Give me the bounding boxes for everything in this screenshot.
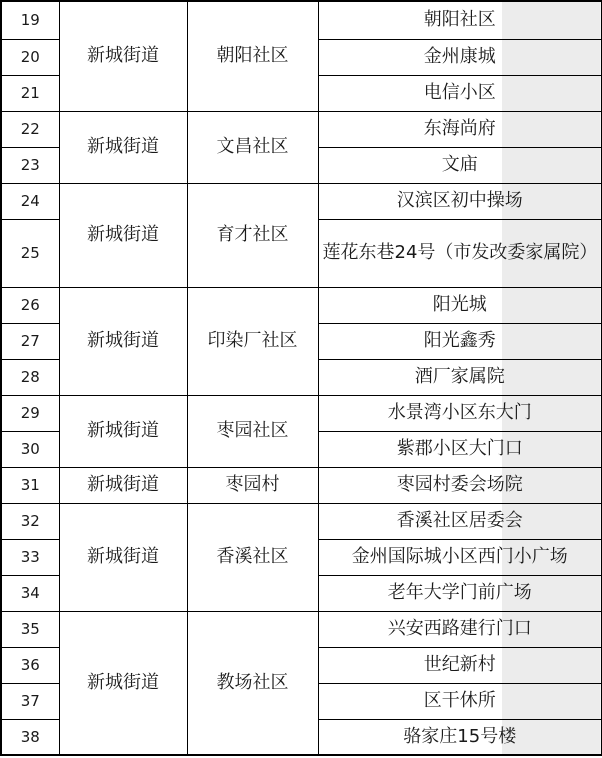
row-number: 28 xyxy=(1,359,59,395)
location-cell: 电信小区 xyxy=(318,75,602,111)
location-cell: 酒厂家属院 xyxy=(318,359,602,395)
row-number: 25 xyxy=(1,219,59,287)
street-cell: 新城街道 xyxy=(59,183,187,287)
street-cell: 新城街道 xyxy=(59,611,187,755)
location-cell: 莲花东巷24号（市发改委家属院） xyxy=(318,219,602,287)
row-number: 20 xyxy=(1,39,59,75)
row-number: 22 xyxy=(1,111,59,147)
row-number: 27 xyxy=(1,323,59,359)
row-number: 33 xyxy=(1,539,59,575)
location-cell: 文庙 xyxy=(318,147,602,183)
row-number: 31 xyxy=(1,467,59,503)
community-cell: 印染厂社区 xyxy=(187,287,318,395)
row-number: 38 xyxy=(1,719,59,755)
location-cell: 骆家庄15号楼 xyxy=(318,719,602,755)
row-number: 21 xyxy=(1,75,59,111)
location-cell: 香溪社区居委会 xyxy=(318,503,602,539)
table-row xyxy=(1,111,602,147)
location-cell: 区干休所 xyxy=(318,683,602,719)
community-cell: 文昌社区 xyxy=(187,111,318,183)
table-row xyxy=(1,611,602,647)
community-cell: 枣园村 xyxy=(187,467,318,503)
location-cell: 水景湾小区东大门 xyxy=(318,395,602,431)
row-number: 30 xyxy=(1,431,59,467)
location-cell: 阳光鑫秀 xyxy=(318,323,602,359)
location-cell: 兴安西路建行门口 xyxy=(318,611,602,647)
location-cell: 世纪新村 xyxy=(318,647,602,683)
row-number: 26 xyxy=(1,287,59,323)
row-number: 36 xyxy=(1,647,59,683)
row-number: 35 xyxy=(1,611,59,647)
row-number: 29 xyxy=(1,395,59,431)
street-cell: 新城街道 xyxy=(59,503,187,611)
location-cell: 枣园村委会场院 xyxy=(318,467,602,503)
table-row xyxy=(1,183,602,219)
table-row xyxy=(1,287,602,323)
street-cell: 新城街道 xyxy=(59,287,187,395)
location-cell: 金州国际城小区西门小广场 xyxy=(318,539,602,575)
row-number: 23 xyxy=(1,147,59,183)
location-cell: 金州康城 xyxy=(318,39,602,75)
row-number: 32 xyxy=(1,503,59,539)
row-number: 34 xyxy=(1,575,59,611)
community-cell: 育才社区 xyxy=(187,183,318,287)
community-cell: 朝阳社区 xyxy=(187,1,318,111)
table-row xyxy=(1,395,602,431)
street-cell: 新城街道 xyxy=(59,395,187,467)
table-row xyxy=(1,503,602,539)
community-cell: 香溪社区 xyxy=(187,503,318,611)
community-cell: 枣园社区 xyxy=(187,395,318,467)
location-cell: 紫郡小区大门口 xyxy=(318,431,602,467)
location-cell: 阳光城 xyxy=(318,287,602,323)
location-cell: 汉滨区初中操场 xyxy=(318,183,602,219)
street-cell: 新城街道 xyxy=(59,467,187,503)
table-row xyxy=(1,467,602,503)
row-number: 24 xyxy=(1,183,59,219)
location-cell: 朝阳社区 xyxy=(318,1,602,39)
street-cell: 新城街道 xyxy=(59,1,187,111)
table-row xyxy=(1,1,602,39)
community-cell: 教场社区 xyxy=(187,611,318,755)
location-cell: 老年大学门前广场 xyxy=(318,575,602,611)
street-cell: 新城街道 xyxy=(59,111,187,183)
row-number: 19 xyxy=(1,1,59,39)
row-number: 37 xyxy=(1,683,59,719)
location-cell: 东海尚府 xyxy=(318,111,602,147)
